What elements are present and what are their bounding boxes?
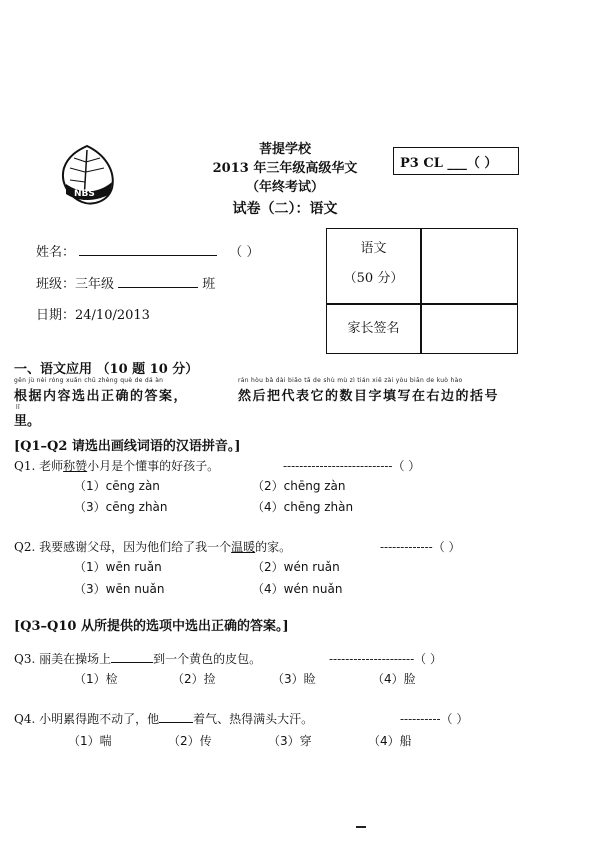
q1-stem [14, 457, 219, 474]
q1-answer-bracket[interactable]: ---------------------------（ ） [283, 459, 421, 473]
pinyin-line-a: gēn jù nèi róng xuǎn chū zhèng què de dá àn [14, 377, 164, 384]
page-mark [356, 826, 366, 828]
class-code-box [393, 147, 519, 175]
q1-option-4[interactable]: （4）chēng zhàn [252, 500, 354, 514]
q3-blank[interactable] [111, 652, 153, 663]
class-code: P3 CL ___（ ） [400, 156, 498, 171]
svg-text:NBS: NBS [74, 189, 95, 199]
pinyin-line-b: rán hòu bǎ dài biǎo tā de shù mù zì tián xiě zài yòu biān de kuò hào [238, 377, 463, 384]
marks-label: （50 分） [343, 271, 404, 286]
pinyin-li: lǐ [16, 404, 20, 411]
score-table [326, 228, 518, 354]
q3-option-3[interactable]: （3）睑 [272, 672, 316, 686]
q4-option-1[interactable]: （1）喘 [68, 734, 112, 748]
q3-option-1[interactable]: （1）检 [74, 672, 118, 686]
parent-signature-label: 家长签名 [347, 321, 400, 336]
name-paren: （ ） [229, 245, 260, 260]
q2-stem [14, 538, 291, 555]
q4-option-3[interactable]: （3）穿 [268, 734, 312, 748]
name-label: 姓名： [36, 245, 76, 260]
q1-underlined: 称赞 [63, 459, 88, 473]
instruction-a: 根据内容选出正确的答案， [14, 389, 189, 404]
q2-pre: Q2. 我要感谢父母，因为他们给了我一个 [14, 540, 232, 554]
q3-stem [14, 650, 261, 667]
exam-title: 2013 年三年级高级华文 [212, 161, 358, 176]
q2-answer-bracket[interactable]: -------------（ ） [380, 540, 461, 554]
class-suffix: 班 [202, 277, 216, 292]
q2-option-4[interactable]: （4）wén nuǎn [252, 582, 343, 596]
q4-answer-bracket[interactable]: ----------（ ） [400, 712, 469, 726]
score-field[interactable] [423, 231, 515, 301]
q3-option-2[interactable]: （2）捡 [172, 672, 216, 686]
class-row [36, 273, 215, 292]
parent-signature-field[interactable] [423, 306, 515, 351]
section-title: 一、语文应用 （10 题 10 分） [14, 362, 199, 377]
name-blank[interactable] [79, 245, 217, 256]
q3-pre: Q3. 丽美在操场上 [14, 652, 112, 666]
q2-underlined: 温暖 [231, 540, 256, 554]
q4-option-4[interactable]: （4）船 [368, 734, 412, 748]
q2-option-2[interactable]: （2）wén ruǎn [252, 560, 340, 574]
class-blank[interactable] [118, 277, 198, 288]
q4-option-2[interactable]: （2）传 [168, 734, 212, 748]
q3-post: 到一个黄色的皮包。 [153, 652, 262, 666]
school-name: 菩提学校 [258, 142, 311, 157]
exam-type: （年终考试） [245, 180, 324, 195]
group-instruction-1: [Q1–Q2 请选出画线词语的汉语拼音。] [14, 439, 241, 454]
q3-answer-bracket[interactable]: ---------------------（ ） [329, 652, 442, 666]
q1-option-1[interactable]: （1）cēng zàn [74, 479, 160, 493]
date-row: 日期：24/10/2013 [36, 308, 150, 323]
group-instruction-2: [Q3–Q10 从所提供的选项中选出正确的答案。] [14, 619, 289, 634]
q1-option-2[interactable]: （2）chēng zàn [252, 479, 346, 493]
leaf-logo-icon [52, 140, 122, 210]
q1-option-3[interactable]: （3）cēng zhàn [74, 500, 168, 514]
q2-option-1[interactable]: （1）wēn ruǎn [74, 560, 162, 574]
instruction-c: 里。 [14, 414, 41, 429]
subject-label: 语文 [360, 241, 387, 256]
q1-post: 小月是个懂事的好孩子。 [87, 459, 220, 473]
q4-blank[interactable] [159, 712, 193, 723]
class-label: 班级：三年级 [36, 277, 115, 292]
instruction-b: 然后把代表它的数目字填写在右边的括号 [238, 389, 500, 404]
q3-option-4[interactable]: （4）脸 [372, 672, 416, 686]
q2-post: 的家。 [255, 540, 292, 554]
q1-pre: Q1. 老师 [14, 459, 64, 473]
q4-pre: Q4. 小明累得跑不动了，他 [14, 712, 160, 726]
q2-option-3[interactable]: （3）wēn nuǎn [74, 582, 165, 596]
paper-title: 试卷（二）：语文 [232, 201, 338, 217]
q4-post: 着气、热得满头大汗。 [193, 712, 314, 726]
school-logo [52, 140, 122, 210]
q4-stem [14, 710, 313, 727]
name-row [36, 241, 259, 260]
